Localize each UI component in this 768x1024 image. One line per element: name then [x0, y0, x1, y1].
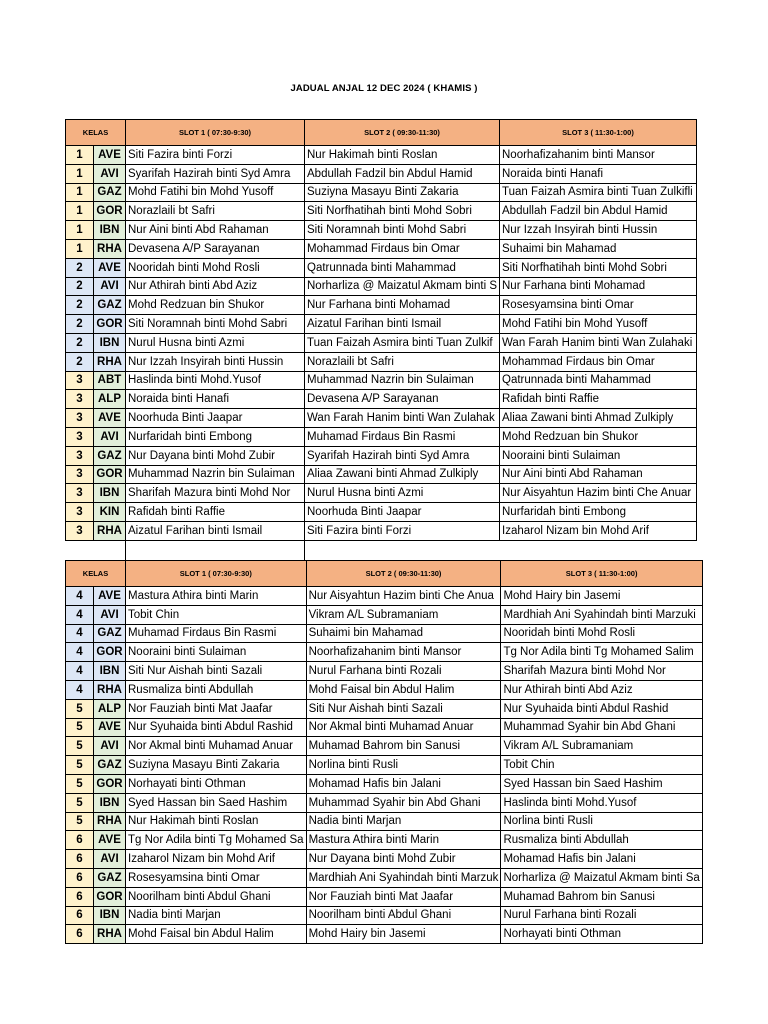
- slot-2-cell: Syarifah Hazirah binti Syd Amra: [305, 446, 500, 465]
- slot-2-cell: Nur Aisyahtun Hazim binti Che Anua: [306, 587, 501, 606]
- table-row: [66, 718, 703, 737]
- slot-1-cell: Norazlaili bt Safri: [126, 202, 305, 221]
- slot-3-cell: Mohamad Hafis bin Jalani: [501, 850, 702, 869]
- table-row: [66, 465, 697, 484]
- slot-2-cell: Nadia binti Marjan: [306, 812, 501, 831]
- slot-3-cell: Nurul Farhana binti Rozali: [501, 906, 702, 925]
- slot-2-cell: Siti Noramnah binti Mohd Sabri: [305, 221, 500, 240]
- slot-2-cell: Norharliza @ Maizatul Akmam binti S: [305, 277, 500, 296]
- slot-2-cell: Suhaimi bin Mahamad: [306, 624, 501, 643]
- slot-3-cell: Nur Athirah binti Abd Aziz: [501, 680, 702, 699]
- kelas-cell: IBN: [94, 906, 126, 925]
- slot-2-cell: Abdullah Fadzil bin Abdul Hamid: [305, 164, 500, 183]
- table-row: [66, 850, 703, 869]
- level-cell: 5: [66, 718, 94, 737]
- slot-3-cell: Rosesyamsina binti Omar: [500, 296, 697, 315]
- level-cell: 4: [66, 643, 94, 662]
- kelas-cell: IBN: [94, 333, 126, 352]
- kelas-cell: RHA: [94, 239, 126, 258]
- slot-2-cell: Noorilham binti Abdul Ghani: [306, 906, 501, 925]
- kelas-cell: GAZ: [94, 756, 126, 775]
- slot-3-cell: Mohd Hairy bin Jasemi: [501, 587, 702, 606]
- table-row: [66, 202, 697, 221]
- slot-3-cell: Mohd Redzuan bin Shukor: [500, 427, 697, 446]
- table-row: [66, 409, 697, 428]
- slot-2-cell: Muhammad Nazrin bin Sulaiman: [305, 371, 500, 390]
- slot-3-cell: Haslinda binti Mohd.Yusof: [501, 793, 702, 812]
- level-cell: 1: [66, 239, 94, 258]
- level-cell: 1: [66, 164, 94, 183]
- kelas-cell: AVE: [94, 258, 126, 277]
- kelas-cell: GAZ: [94, 868, 126, 887]
- table-row: [66, 774, 703, 793]
- kelas-cell: IBN: [94, 793, 126, 812]
- table-row: [66, 605, 703, 624]
- table-row: [66, 164, 697, 183]
- slot-3-cell: Tobit Chin: [501, 756, 702, 775]
- level-cell: 1: [66, 183, 94, 202]
- slot-1-cell: Nooraini binti Sulaiman: [126, 643, 307, 662]
- level-cell: 6: [66, 850, 94, 869]
- slot-3-cell: Suhaimi bin Mahamad: [500, 239, 697, 258]
- table-row: [66, 183, 697, 202]
- table-row: [66, 906, 703, 925]
- table-row: [66, 146, 697, 165]
- kelas-cell: RHA: [94, 925, 126, 944]
- table-header-row: [66, 120, 697, 146]
- slot-3-cell: Syed Hassan bin Saed Hashim: [501, 774, 702, 793]
- slot-3-cell: Nurfaridah binti Embong: [500, 503, 697, 522]
- slot-1-cell: Mohd Fatihi bin Mohd Yusoff: [126, 183, 305, 202]
- header-slot-2: SLOT 2 ( 09:30-11:30): [305, 120, 500, 146]
- level-cell: 3: [66, 390, 94, 409]
- table-row: [66, 699, 703, 718]
- slot-1-cell: Rafidah binti Raffie: [126, 503, 305, 522]
- slot-2-cell: Noorhuda Binti Jaapar: [305, 503, 500, 522]
- slot-3-cell: Noorhafizahanim binti Mansor: [500, 146, 697, 165]
- level-cell: 1: [66, 221, 94, 240]
- kelas-cell: AVI: [94, 277, 126, 296]
- slot-1-cell: Sharifah Mazura binti Mohd Nor: [126, 484, 305, 503]
- table-row: [66, 793, 703, 812]
- slot-1-cell: Nur Athirah binti Abd Aziz: [126, 277, 305, 296]
- slot-3-cell: Abdullah Fadzil bin Abdul Hamid: [500, 202, 697, 221]
- slot-1-cell: Rosesyamsina binti Omar: [126, 868, 307, 887]
- table-row: [66, 239, 697, 258]
- slot-3-cell: Nur Syuhaida binti Abdul Rashid: [501, 699, 702, 718]
- level-cell: 5: [66, 812, 94, 831]
- slot-2-cell: Mohammad Firdaus bin Omar: [305, 239, 500, 258]
- table-row: [66, 427, 697, 446]
- slot-1-cell: Nurul Husna binti Azmi: [126, 333, 305, 352]
- slot-2-cell: Nor Fauziah binti Mat Jaafar: [306, 887, 501, 906]
- level-cell: 4: [66, 605, 94, 624]
- slot-1-cell: Siti Fazira binti Forzi: [126, 146, 305, 165]
- slot-2-cell: Muhamad Bahrom bin Sanusi: [306, 737, 501, 756]
- table-row: [66, 390, 697, 409]
- slot-3-cell: Nooraini binti Sulaiman: [500, 446, 697, 465]
- kelas-cell: AVI: [94, 164, 126, 183]
- slot-1-cell: Muhamad Firdaus Bin Rasmi: [126, 624, 307, 643]
- slot-2-cell: Siti Norfhatihah binti Mohd Sobri: [305, 202, 500, 221]
- table-row: [66, 371, 697, 390]
- level-cell: 4: [66, 624, 94, 643]
- kelas-cell: RHA: [94, 812, 126, 831]
- table-row: [66, 737, 703, 756]
- slot-3-cell: Siti Norfhatihah binti Mohd Sobri: [500, 258, 697, 277]
- slot-1-cell: Nur Izzah Insyirah binti Hussin: [126, 352, 305, 371]
- kelas-cell: AVI: [94, 427, 126, 446]
- slot-1-cell: Mastura Athira binti Marin: [126, 587, 307, 606]
- table-row: [66, 484, 697, 503]
- slot-3-cell: Tuan Faizah Asmira binti Tuan Zulkifli: [500, 183, 697, 202]
- kelas-cell: ALP: [94, 390, 126, 409]
- level-cell: 4: [66, 680, 94, 699]
- kelas-cell: GOR: [94, 774, 126, 793]
- header-slot-2: SLOT 2 ( 09:30-11:30): [306, 561, 501, 587]
- kelas-cell: GAZ: [94, 446, 126, 465]
- kelas-cell: AVE: [94, 587, 126, 606]
- kelas-cell: KIN: [94, 503, 126, 522]
- level-cell: 2: [66, 296, 94, 315]
- slot-2-cell: Mohamad Hafis bin Jalani: [306, 774, 501, 793]
- slot-3-cell: Mohammad Firdaus bin Omar: [500, 352, 697, 371]
- slot-1-cell: Izaharol Nizam bin Mohd Arif: [126, 850, 307, 869]
- slot-2-cell: Vikram A/L Subramaniam: [306, 605, 501, 624]
- slot-1-cell: Noorhuda Binti Jaapar: [126, 409, 305, 428]
- table-row: [66, 258, 697, 277]
- level-cell: 2: [66, 333, 94, 352]
- schedule-table-1: [65, 119, 697, 541]
- slot-2-cell: Aliaa Zawani binti Ahmad Zulkiply: [305, 465, 500, 484]
- slot-1-cell: Aizatul Farihan binti Ismail: [126, 521, 305, 540]
- level-cell: 4: [66, 587, 94, 606]
- table-row: [66, 315, 697, 334]
- slot-1-cell: Noraida binti Hanafi: [126, 390, 305, 409]
- slot-1-cell: Suziyna Masayu Binti Zakaria: [126, 756, 307, 775]
- table-row: [66, 221, 697, 240]
- kelas-cell: ALP: [94, 699, 126, 718]
- slot-2-cell: Norlina binti Rusli: [306, 756, 501, 775]
- slot-1-cell: Siti Nur Aishah binti Sazali: [126, 662, 307, 681]
- slot-2-cell: Nur Farhana binti Mohamad: [305, 296, 500, 315]
- table-row: [66, 446, 697, 465]
- kelas-cell: RHA: [94, 680, 126, 699]
- table-row: [66, 831, 703, 850]
- level-cell: 3: [66, 427, 94, 446]
- slot-1-cell: Nor Fauziah binti Mat Jaafar: [126, 699, 307, 718]
- slot-1-cell: Nur Dayana binti Mohd Zubir: [126, 446, 305, 465]
- slot-1-cell: Nur Hakimah binti Roslan: [126, 812, 307, 831]
- kelas-cell: GOR: [94, 465, 126, 484]
- kelas-cell: IBN: [94, 221, 126, 240]
- slot-2-cell: Wan Farah Hanim binti Wan Zulahak: [305, 409, 500, 428]
- table-row: [66, 812, 703, 831]
- level-cell: 5: [66, 774, 94, 793]
- kelas-cell: RHA: [94, 352, 126, 371]
- level-cell: 3: [66, 371, 94, 390]
- table-row: [66, 333, 697, 352]
- slot-1-cell: Muhammad Nazrin bin Sulaiman: [126, 465, 305, 484]
- slot-3-cell: Tg Nor Adila binti Tg Mohamed Salim: [501, 643, 702, 662]
- level-cell: 3: [66, 484, 94, 503]
- slot-1-cell: Mohd Faisal bin Abdul Halim: [126, 925, 307, 944]
- level-cell: 6: [66, 868, 94, 887]
- table-row: [66, 662, 703, 681]
- header-kelas: KELAS: [66, 120, 126, 146]
- level-cell: 2: [66, 315, 94, 334]
- level-cell: 2: [66, 352, 94, 371]
- slot-2-cell: Nur Dayana binti Mohd Zubir: [306, 850, 501, 869]
- kelas-cell: GOR: [94, 887, 126, 906]
- slot-3-cell: Muhammad Syahir bin Abd Ghani: [501, 718, 702, 737]
- slot-2-cell: Nurul Farhana binti Rozali: [306, 662, 501, 681]
- slot-3-cell: Nur Farhana binti Mohamad: [500, 277, 697, 296]
- slot-1-cell: Nur Syuhaida binti Abdul Rashid: [126, 718, 307, 737]
- slot-3-cell: Norharliza @ Maizatul Akmam binti Sa: [501, 868, 702, 887]
- kelas-cell: ABT: [94, 371, 126, 390]
- table-row: [66, 868, 703, 887]
- slot-1-cell: Nadia binti Marjan: [126, 906, 307, 925]
- slot-2-cell: Muhammad Syahir bin Abd Ghani: [306, 793, 501, 812]
- slot-3-cell: Rafidah binti Raffie: [500, 390, 697, 409]
- level-cell: 5: [66, 699, 94, 718]
- slot-3-cell: Izaharol Nizam bin Mohd Arif: [500, 521, 697, 540]
- slot-1-cell: Rusmaliza binti Abdullah: [126, 680, 307, 699]
- slot-2-cell: Qatrunnada binti Mahammad: [305, 258, 500, 277]
- slot-3-cell: Rusmaliza binti Abdullah: [501, 831, 702, 850]
- kelas-cell: AVE: [94, 409, 126, 428]
- kelas-cell: GOR: [94, 643, 126, 662]
- slot-1-cell: Noorilham binti Abdul Ghani: [126, 887, 307, 906]
- table-row: [66, 925, 703, 944]
- kelas-cell: AVI: [94, 850, 126, 869]
- slot-3-cell: Aliaa Zawani binti Ahmad Zulkiply: [500, 409, 697, 428]
- slot-1-cell: Nooridah binti Mohd Rosli: [126, 258, 305, 277]
- kelas-cell: IBN: [94, 484, 126, 503]
- table-row: [66, 587, 703, 606]
- slot-2-cell: Nur Hakimah binti Roslan: [305, 146, 500, 165]
- slot-3-cell: Norhayati binti Othman: [501, 925, 702, 944]
- level-cell: 6: [66, 906, 94, 925]
- slot-3-cell: Muhamad Bahrom bin Sanusi: [501, 887, 702, 906]
- table-header-row: [66, 561, 703, 587]
- level-cell: 3: [66, 503, 94, 522]
- kelas-cell: GOR: [94, 315, 126, 334]
- level-cell: 5: [66, 756, 94, 775]
- table-row: [66, 277, 697, 296]
- slot-3-cell: Mardhiah Ani Syahindah binti Marzuki: [501, 605, 702, 624]
- table-row: [66, 680, 703, 699]
- slot-3-cell: Nur Aini binti Abd Rahaman: [500, 465, 697, 484]
- slot-2-cell: Norazlaili bt Safri: [305, 352, 500, 371]
- slot-3-cell: Nur Aisyahtun Hazim binti Che Anuar: [500, 484, 697, 503]
- slot-2-cell: Siti Nur Aishah binti Sazali: [306, 699, 501, 718]
- slot-1-cell: Nor Akmal binti Muhamad Anuar: [126, 737, 307, 756]
- slot-3-cell: Mohd Fatihi bin Mohd Yusoff: [500, 315, 697, 334]
- slot-1-cell: Siti Noramnah binti Mohd Sabri: [126, 315, 305, 334]
- kelas-cell: AVI: [94, 737, 126, 756]
- slot-1-cell: Syed Hassan bin Saed Hashim: [126, 793, 307, 812]
- kelas-cell: AVI: [94, 605, 126, 624]
- slot-3-cell: Nur Izzah Insyirah binti Hussin: [500, 221, 697, 240]
- slot-3-cell: Noraida binti Hanafi: [500, 164, 697, 183]
- slot-1-cell: Tobit Chin: [126, 605, 307, 624]
- slot-3-cell: Vikram A/L Subramaniam: [501, 737, 702, 756]
- level-cell: 3: [66, 465, 94, 484]
- slot-2-cell: Devasena A/P Sarayanan: [305, 390, 500, 409]
- level-cell: 3: [66, 409, 94, 428]
- slot-1-cell: Mohd Redzuan bin Shukor: [126, 296, 305, 315]
- slot-1-cell: Haslinda binti Mohd.Yusof: [126, 371, 305, 390]
- level-cell: 1: [66, 202, 94, 221]
- level-cell: 6: [66, 887, 94, 906]
- slot-1-cell: Nur Aini binti Abd Rahaman: [126, 221, 305, 240]
- header-kelas: KELAS: [66, 561, 126, 587]
- kelas-cell: AVE: [94, 831, 126, 850]
- slot-1-cell: Tg Nor Adila binti Tg Mohamed Sa: [126, 831, 307, 850]
- slot-1-cell: Norhayati binti Othman: [126, 774, 307, 793]
- kelas-cell: GAZ: [94, 624, 126, 643]
- level-cell: 6: [66, 925, 94, 944]
- table-row: [66, 624, 703, 643]
- slot-2-cell: Mardhiah Ani Syahindah binti Marzuk: [306, 868, 501, 887]
- slot-2-cell: Tuan Faizah Asmira binti Tuan Zulkif: [305, 333, 500, 352]
- slot-2-cell: Mohd Faisal bin Abdul Halim: [306, 680, 501, 699]
- spacer-cell: [125, 541, 305, 560]
- level-cell: 2: [66, 277, 94, 296]
- level-cell: 3: [66, 521, 94, 540]
- level-cell: 6: [66, 831, 94, 850]
- table-row: [66, 643, 703, 662]
- slot-2-cell: Suziyna Masayu Binti Zakaria: [305, 183, 500, 202]
- level-cell: 4: [66, 662, 94, 681]
- slot-3-cell: Wan Farah Hanim binti Wan Zulahaki: [500, 333, 697, 352]
- slot-1-cell: Devasena A/P Sarayanan: [126, 239, 305, 258]
- document-title: JADUAL ANJAL 12 DEC 2024 ( KHAMIS ): [290, 83, 478, 94]
- kelas-cell: RHA: [94, 521, 126, 540]
- header-slot-1: SLOT 1 ( 07:30-9:30): [126, 561, 307, 587]
- slot-2-cell: Nurul Husna binti Azmi: [305, 484, 500, 503]
- header-slot-3: SLOT 3 ( 11:30-1:00): [500, 120, 697, 146]
- kelas-cell: AVE: [94, 146, 126, 165]
- slot-2-cell: Mohd Hairy bin Jasemi: [306, 925, 501, 944]
- slot-2-cell: Siti Fazira binti Forzi: [305, 521, 500, 540]
- kelas-cell: AVE: [94, 718, 126, 737]
- kelas-cell: GAZ: [94, 296, 126, 315]
- slot-2-cell: Noorhafizahanim binti Mansor: [306, 643, 501, 662]
- table-row: [66, 352, 697, 371]
- table-row: [66, 521, 697, 540]
- slot-2-cell: Aizatul Farihan binti Ismail: [305, 315, 500, 334]
- slot-3-cell: Nooridah binti Mohd Rosli: [501, 624, 702, 643]
- schedule-table-2: [65, 560, 703, 944]
- slot-3-cell: Norlina binti Rusli: [501, 812, 702, 831]
- table-row: [66, 756, 703, 775]
- kelas-cell: GOR: [94, 202, 126, 221]
- slot-2-cell: Mastura Athira binti Marin: [306, 831, 501, 850]
- level-cell: 2: [66, 258, 94, 277]
- level-cell: 5: [66, 737, 94, 756]
- kelas-cell: GAZ: [94, 183, 126, 202]
- slot-2-cell: Nor Akmal binti Muhamad Anuar: [306, 718, 501, 737]
- slot-3-cell: Sharifah Mazura binti Mohd Nor: [501, 662, 702, 681]
- level-cell: 3: [66, 446, 94, 465]
- slot-3-cell: Qatrunnada binti Mahammad: [500, 371, 697, 390]
- slot-1-cell: Syarifah Hazirah binti Syd Amra: [126, 164, 305, 183]
- header-slot-1: SLOT 1 ( 07:30-9:30): [126, 120, 305, 146]
- table-row: [66, 503, 697, 522]
- table-row: [66, 887, 703, 906]
- slot-2-cell: Muhamad Firdaus Bin Rasmi: [305, 427, 500, 446]
- kelas-cell: IBN: [94, 662, 126, 681]
- table-row: [66, 296, 697, 315]
- slot-1-cell: Nurfaridah binti Embong: [126, 427, 305, 446]
- level-cell: 1: [66, 146, 94, 165]
- level-cell: 5: [66, 793, 94, 812]
- header-slot-3: SLOT 3 ( 11:30-1:00): [501, 561, 702, 587]
